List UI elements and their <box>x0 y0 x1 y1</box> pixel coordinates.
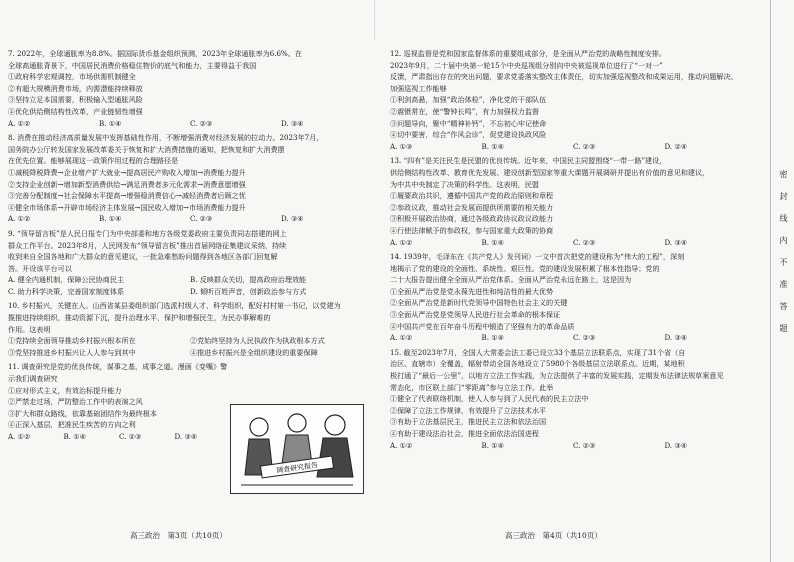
answer-option: B. ①④ <box>99 214 122 224</box>
answer-options <box>390 440 756 452</box>
answer-option: C. ②③ <box>190 118 213 128</box>
answer-option: ①党持续全面领导推动乡村振兴根本所在 <box>8 336 136 346</box>
question-block <box>390 155 756 248</box>
fold-mark <box>374 0 375 40</box>
answer-option: D. ③④ <box>664 237 688 247</box>
sidebar-label: 不 <box>779 258 788 266</box>
question-stem: 9. “领导留言板”是人民日报专门为中央部委和地方各级党委政府主要负责同志搭建的网上 <box>8 228 287 238</box>
question-line: ①履要政治共识，遵循中国共产党的政治原则和章程 <box>390 191 554 201</box>
question-line: ②全面从严治党是新时代党领导中国特色社会主义的关键 <box>390 298 568 308</box>
question-line: 二十大报告提出健全全面从严治党体系。全面从严治党永远在路上，这是因为 <box>390 275 632 285</box>
question-line: ③扩大和群众路线，依靠基础团结作为最终根本 <box>8 408 157 418</box>
answer-options <box>8 335 372 358</box>
question-line: ③问题导向，聚中“精神补钙”，不忘初心牢记使命 <box>390 118 547 128</box>
answer-options <box>390 141 756 153</box>
question-stem: 14. 1939年，毛泽东在《共产党人》发刊词）一文中首次把党的建设称为“伟大的工程”，深刻 <box>390 252 685 262</box>
question-block <box>390 48 756 152</box>
question-line: 答。开设该平台可以 <box>8 263 72 273</box>
answer-option: ④推进乡村振兴是全组织建设的重要保障 <box>190 347 318 357</box>
answer-option: C. 助力科学决策，完善国家制度体系 <box>8 286 125 296</box>
question-line: ②参政议政，推动社会发展而提供所需要的相关能力 <box>390 202 554 212</box>
answer-option: D. ③④ <box>281 214 304 224</box>
sidebar-label: 题 <box>779 324 788 332</box>
answer-option: D. ③④ <box>281 118 304 128</box>
answer-option: ③党坚持推进乡村振兴让人人参与到其中 <box>8 347 136 357</box>
answer-option: D. ③④ <box>174 432 198 441</box>
question-block <box>8 48 372 129</box>
answer-options <box>8 118 372 130</box>
answer-option: ②党始终坚持为人民执政作为执政根本方式 <box>190 336 325 346</box>
question-line: 作用。这表明 <box>8 324 51 334</box>
question-block <box>8 132 372 225</box>
question-line: ①健全了代表联络机制，使人人参与到了人民代表的民主立法中 <box>390 394 589 404</box>
question-line: 为中共中央制定了决策的科学性。这表明，民盟 <box>390 179 539 189</box>
page-footer-right: 高三政治 第4页（共10页） <box>505 531 602 540</box>
question-line: 全球高通胀背景下，中国居民消费价格稳住物价的底气和能力，主要得益于我国 <box>8 60 257 70</box>
sidebar-label: 封 <box>779 192 788 200</box>
answer-option: B. ①④ <box>481 141 504 151</box>
answer-options <box>8 274 372 297</box>
question-line: ②保障了立法工作规律，有效提升了立法技术水平 <box>390 405 547 415</box>
question-stem: 8. 消费在推动经济高质量发展中发挥基础性作用，不断增强消费对经济发展的拉动力。2023年7月， <box>8 133 324 143</box>
answer-option: A. 健全内通机制，保障公民协商民主 <box>8 275 125 285</box>
sidebar-label: 内 <box>779 236 788 244</box>
question-stem: 7. 2022年，全球通胀率为8.8%。据国际货币基金组织预测，2023年全球通胀率为6.6%。在 <box>8 49 302 58</box>
question-line: 反馈，严肃指出存在的突出问题，要求党委落实整改主体责任，切实加强巡视整改和成果运用，推动问题解决。 <box>390 72 738 82</box>
answer-option: B. ①④ <box>481 237 504 247</box>
answer-option: B. ①④ <box>481 440 504 450</box>
question-line: ②有超大规模消费市场，内需潜能持续释放 <box>8 83 143 93</box>
answer-option: A. ①② <box>8 214 31 224</box>
answer-option: C. ②③ <box>573 440 596 450</box>
answer-option: B. ①④ <box>481 333 504 343</box>
question-stem: 12. 巡视监督是党和国家监督体系的重要组成部分，是全面从严治党的战略性制度安排。 <box>390 49 667 58</box>
answer-options <box>8 213 372 225</box>
question-line: 收到来自全国各地和广大群众的意见建议，一批急难愁盼问题得到各地区各部门回复解 <box>8 252 278 262</box>
question-stem: 15. 截至2023年7月，全国人大常委会法工委已设立33个基层立法联系点，实现了31个省（自 <box>390 347 686 357</box>
cartoon-illustration <box>230 404 364 494</box>
answer-option: A. ①② <box>390 237 413 247</box>
question-line: ④中国共产党在百年奋斗历程中锻造了坚强有力的革命品质 <box>390 321 575 331</box>
question-line: ④正深入基层，把准民生疾苦的方向之利 <box>8 420 136 430</box>
answer-option: A. ①② <box>390 333 413 343</box>
question-line: ③完善分配制度→社会保障水平提高→增强稳消费信心→减轻消费者后顾之忧 <box>8 191 246 201</box>
question-stem: 10. 乡村振兴，关键在人。山西省某县委组织部门选派村级人才、科学组织，配好村村第一书记，以党建为 <box>8 301 341 311</box>
page-footer-left: 高三政治 第3页（共10页） <box>130 531 227 540</box>
left-column <box>8 48 372 446</box>
answer-option: A. ①② <box>8 118 31 128</box>
cartoon-drawing <box>231 405 363 493</box>
question-block <box>8 228 372 298</box>
question-line: ③坚持立足本国需要，积极输入型通胀风险 <box>8 95 143 105</box>
question-line: ①减税降税降费→企业增产扩大就业→提高居民产购收入增加→消费能力提升 <box>8 167 246 177</box>
answer-options <box>8 431 230 443</box>
cartoon-caption: 调查研究报告 <box>275 461 319 475</box>
question-block <box>390 347 756 451</box>
binding-line <box>770 0 771 562</box>
question-line: ①利剑高悬，加强“政治体检”，净化党的干部队伍 <box>390 95 547 105</box>
answer-option: C. ②③ <box>119 432 142 441</box>
question-line: ④优化供给侧结构性改革，产业链韧性增强 <box>8 106 143 116</box>
answer-option: B. ①④ <box>63 432 86 441</box>
answer-option: A. ①② <box>390 440 413 450</box>
answer-option: C. ②③ <box>573 333 596 343</box>
question-line: ①全面从严治党是党永葆先进性和纯洁性的最大优势 <box>390 286 554 296</box>
question-line: ②严禁走过场，严防整治工作中的表演之风 <box>8 397 143 407</box>
question-line: 地揭示了党的建设的全面性、系统性、艰巨性。党的建设发展积累了根本性指导；党的 <box>390 263 660 273</box>
answer-option: A. ①② <box>8 432 31 441</box>
answer-option: B. 反映群众关切，提高政府治理效能 <box>190 275 307 285</box>
answer-option: D. ③④ <box>664 333 688 343</box>
question-line: 极打通了“最后一公里”，以地方立法工作实践，为立法提供了丰富的发展实践，定期发布法律法规草案意见 <box>390 371 724 381</box>
answer-option: D. ③④ <box>664 440 688 450</box>
question-line: 2023年9月，二十届中央第一轮15个中央巡视组分别向中央被巡视单位进行了“一对一” <box>390 60 663 70</box>
question-line: ④切中要害，综合“作风会诊”，促党建设执政风险 <box>390 130 547 140</box>
question-line: ③有助于立法基层民主，推进民主立法和依法治国 <box>390 417 547 427</box>
answer-options <box>390 237 756 249</box>
binding-sidebar <box>775 170 791 346</box>
sidebar-label: 密 <box>779 170 788 178</box>
answer-option: C. ②③ <box>190 214 213 224</box>
question-line: ②震慑常在，使“警钟长鸣”，有力加强权力监督 <box>390 106 540 116</box>
question-line: 国务院办公厅转发国家发展改革委关于恢复和扩大消费措施的通知，把恢复和扩大消费摆 <box>8 144 285 154</box>
question-line: 供给侧结构性改革、教育优先发展、建设创新型国家等重大课题开展调研并提出有价值的意见和建议， <box>390 167 710 177</box>
question-line: ④健全市场体系→开辟市场经济主体发展→国民收入增加→市场消费能力提升 <box>8 202 246 212</box>
question-line: ③积极开展政治协商，通过各级政政协议政议政能力 <box>390 214 554 224</box>
sidebar-label: 答 <box>779 302 788 310</box>
answer-option: C. ②③ <box>573 141 596 151</box>
answer-option: D. 倾听百姓声音，创新政治参与方式 <box>190 286 307 296</box>
question-stem: 11. 调查研究是党的优良传统，谋事之基，成事之道。漫画《变嘴》警示我们调查研究 <box>8 362 228 384</box>
question-line: ④有助于建设法治社会，推进全面依法治国进程 <box>390 429 539 438</box>
question-line: ①政府科学宏观调控，市场供需机制健全 <box>8 72 136 82</box>
question-block <box>8 300 372 358</box>
right-column <box>390 48 756 454</box>
answer-option: D. ②④ <box>664 141 688 151</box>
answer-option: B. ①④ <box>99 118 122 128</box>
question-line: ④行使法律赋予的参政权，参与国家重大政策的协商 <box>390 225 554 235</box>
question-line: 群众工作平台。2023年8月，人民网发布“领导留言板”推出首届网络征集建议采纳，持续 <box>8 240 287 250</box>
sidebar-label: 准 <box>779 280 788 288</box>
question-line: ③全面从严治党是党领导人民进行社会革命的根本保证 <box>390 310 561 320</box>
question-block <box>390 251 756 344</box>
question-line: 在优先位置。能够展现这一政策作用过程的合理路径是 <box>8 156 179 166</box>
question-line: 揽推进持续组织，推动资源下沉，提升治理水平，保护和增强民生，为民办事解难的 <box>8 313 271 323</box>
question-line: 常态化，市区联上部门“零距离”参与立法工作。此举 <box>390 382 554 392</box>
question-stem: 13. “四有”是关注民生是民盟的优良传统。近年来，中国民主同盟围绕“一带一路”建设， <box>390 156 667 166</box>
question-line: 加强巡视工作能够 <box>390 83 447 93</box>
question-line: ①应对形式主义，有效治标提升能力 <box>8 385 122 395</box>
answer-option: C. ②③ <box>573 237 596 247</box>
question-line: 治区、直辖市）全覆盖，辐射带动全国各地设立了5980个各级基层立法联系点。近期，某地积 <box>390 359 685 369</box>
sidebar-label: 线 <box>779 214 788 222</box>
answer-options <box>390 332 756 344</box>
question-line: ②支持企业创新→增加新型消费供给→满足消费者多元化需求→消费意愿增强 <box>8 179 246 189</box>
answer-option: A. ①③ <box>390 141 413 151</box>
